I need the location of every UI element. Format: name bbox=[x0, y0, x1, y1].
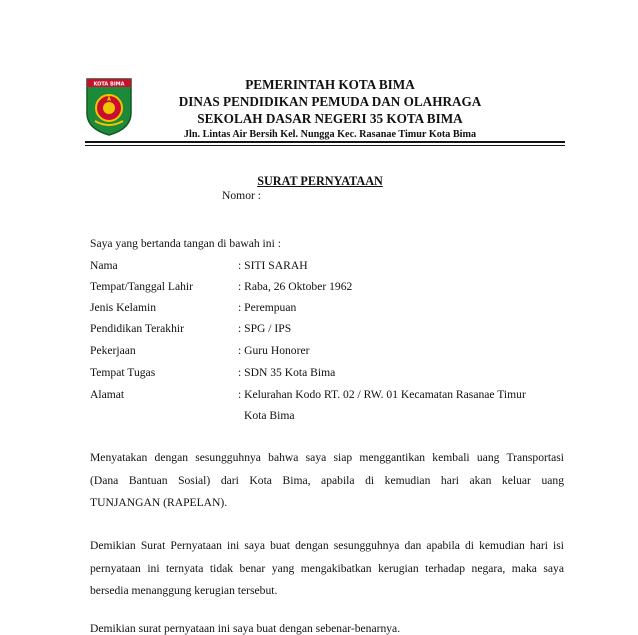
letterhead-divider-thick bbox=[85, 141, 565, 143]
letterhead-divider-thin bbox=[85, 145, 565, 146]
field-value: : SPG / IPS bbox=[238, 322, 292, 335]
address-continued: Kota Bima bbox=[244, 409, 295, 422]
letterhead-address: Jln. Lintas Air Bersih Kel. Nungga Kec. Rasanae Timur Kota Bima bbox=[183, 129, 477, 140]
field-value: : Perempuan bbox=[238, 301, 297, 314]
letterhead-government: PEMERINTAH KOTA BIMA bbox=[245, 77, 415, 92]
field-label: Nama bbox=[90, 259, 118, 272]
field-value: : Raba, 26 Oktober 1962 bbox=[238, 280, 353, 293]
field-label: Jenis Kelamin bbox=[90, 301, 157, 314]
field-row bbox=[90, 280, 570, 300]
field-row bbox=[90, 322, 570, 342]
paragraph-line: (Dana Bantuan Sosial) dari Kota Bima, apabila di kemudian hari akan keluar uang bbox=[90, 473, 564, 487]
field-label: Pendidikan Terakhir bbox=[90, 322, 184, 335]
field-label: Tempat/Tanggal Lahir bbox=[90, 280, 194, 293]
logo-caption: KOTA BIMA bbox=[93, 81, 125, 88]
paragraph-line: bersedia menanggung kerugian tersebut. bbox=[90, 584, 278, 597]
letterhead-school: SEKOLAH DASAR NEGERI 35 KOTA BIMA bbox=[197, 111, 463, 126]
statement-paragraph bbox=[90, 447, 564, 515]
field-value: : Guru Honorer bbox=[238, 344, 310, 357]
field-label: Alamat bbox=[90, 388, 125, 401]
intro-text: Saya yang bertanda tangan di bawah ini : bbox=[90, 237, 281, 250]
paragraph-line: TUNJANGAN (RAPELAN). bbox=[90, 496, 228, 509]
field-label: Tempat Tugas bbox=[90, 366, 156, 379]
field-value: : SDN 35 Kota Bima bbox=[238, 366, 336, 379]
letterhead-department: DINAS PENDIDIKAN PEMUDA DAN OLAHRAGA bbox=[178, 94, 482, 109]
paragraph-line: pernyataan ini ternyata tidak benar yang mengakibatkan kerugian terhadap negara, maka saya bbox=[90, 561, 564, 575]
field-row bbox=[90, 366, 570, 386]
paragraph-line: Menyatakan dengan sesungguhnya bahwa saya siap menggantikan kembali uang Transportasi bbox=[90, 451, 564, 464]
field-row bbox=[90, 344, 570, 364]
field-row bbox=[90, 388, 570, 408]
closing-paragraph bbox=[90, 535, 564, 603]
letterhead bbox=[140, 76, 520, 142]
truncated-closing-line: Demikian surat pernyataan ini saya buat dengan sebenar-benarnya. bbox=[90, 622, 401, 635]
document-title: SURAT PERNYATAAN bbox=[257, 174, 383, 188]
field-label: Pekerjaan bbox=[90, 344, 136, 357]
field-value: : SITI SARAH bbox=[238, 259, 308, 272]
field-value: : Kelurahan Kodo RT. 02 / RW. 01 Kecamatan Rasanae Timur bbox=[238, 388, 526, 401]
paragraph-line: Demikian Surat Pernyataan ini saya buat dengan sesungguhnya dan apabila di kemudian hari isi bbox=[90, 539, 564, 552]
field-row bbox=[90, 259, 570, 279]
kota-bima-logo bbox=[85, 77, 133, 137]
document-number: Nomor : bbox=[222, 189, 261, 202]
field-row bbox=[90, 301, 570, 321]
